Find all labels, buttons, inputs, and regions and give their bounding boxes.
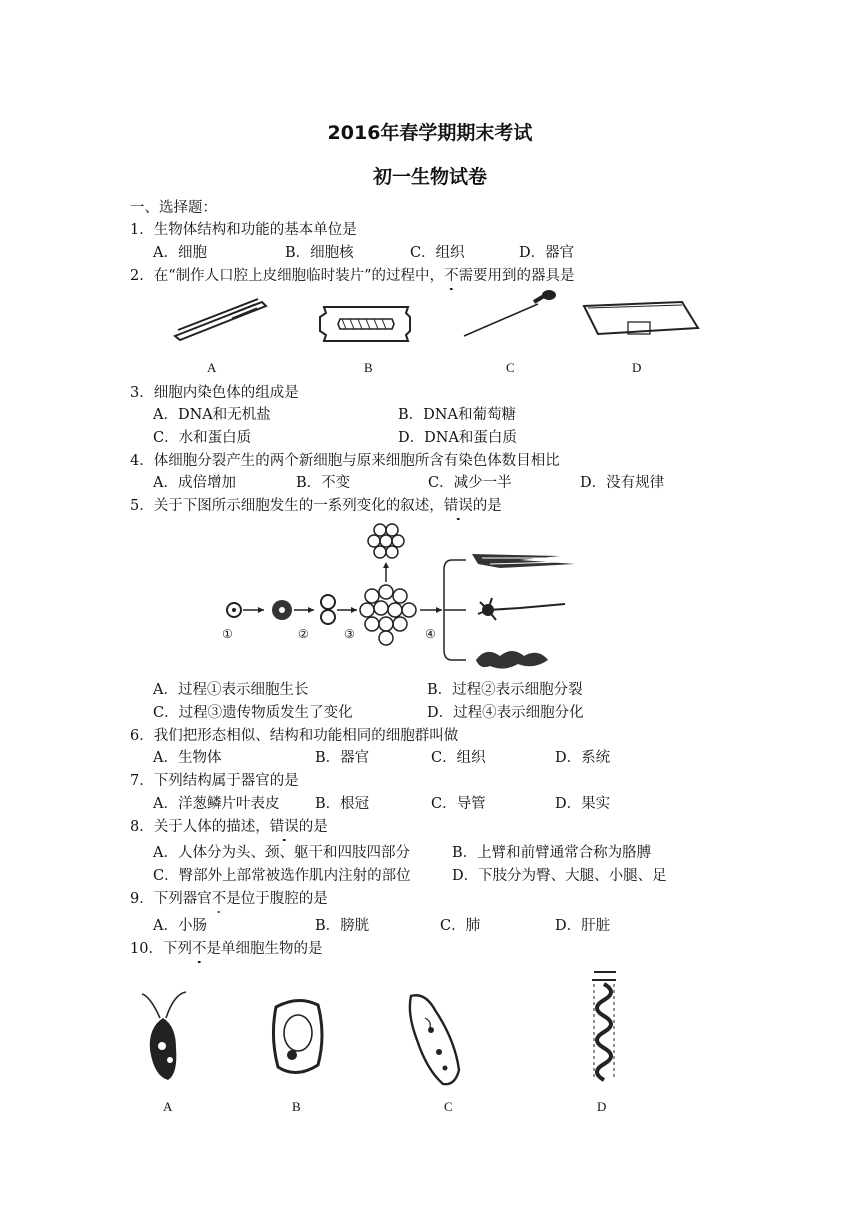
q10-label-c: C: [444, 1099, 453, 1114]
q9-option-c: C．肺: [440, 918, 481, 934]
q7-option-b: B．根冠: [315, 796, 370, 812]
q3-option-d: D．DNA和蛋白质: [398, 430, 517, 446]
cell-change-diagram: [220, 520, 590, 675]
q6-stem: 6．我们把形态相似、结构和功能相同的细胞群叫做: [130, 728, 459, 744]
q6-option-c: C．组织: [431, 750, 486, 766]
q3-stem: 3．细胞内染色体的组成是: [130, 385, 299, 401]
q8-option-a: A．人体分为头、颈、躯干和四肢四部分: [153, 845, 410, 861]
q4-option-a: A．成倍增加: [153, 475, 236, 491]
q3-option-a: A．DNA和无机盐: [153, 407, 271, 423]
q7-stem: 7．下列结构属于器官的是: [130, 773, 299, 789]
razor-blade-illustration: [316, 303, 416, 345]
exam-subtitle: 初一生物试卷: [372, 166, 487, 188]
q10-stem: 10．下列不是单细胞生物的是: [130, 941, 323, 957]
q5-option-c: C．过程③遗传物质发生了变化: [153, 705, 353, 721]
yeast-like-cell-illustration: [268, 995, 328, 1080]
q8-option-c: C．臀部外上部常被选作肌内注射的部位: [153, 868, 411, 884]
q2-label-b: B: [364, 360, 373, 375]
q7-option-c: C．导管: [431, 796, 486, 812]
q6-option-d: D．系统: [555, 750, 611, 766]
dropper-illustration: [460, 290, 560, 340]
q5-option-a: A．过程①表示细胞生长: [153, 682, 309, 698]
q10-label-a: A: [163, 1099, 173, 1114]
q10-label-d: D: [597, 1099, 607, 1114]
step-4-label: ④: [425, 627, 436, 641]
q5-option-d: D．过程④表示细胞分化: [427, 705, 584, 721]
q7-option-d: D．果实: [555, 796, 611, 812]
exam-title: 2016年春学期期末考试: [327, 122, 533, 144]
q9-option-d: D．肝脏: [555, 918, 611, 934]
section-heading: 一、选择题：: [130, 200, 217, 216]
q2-stem: 2．在“制作人口腔上皮细胞临时装片”的过程中，不需要用到的器具是: [130, 268, 575, 284]
q1-stem: 1．生物体结构和功能的基本单位是: [130, 222, 357, 238]
step-1-label: ①: [222, 627, 233, 641]
q8-option-b: B．上臂和前臂通常合称为胳膊: [452, 845, 652, 861]
euglena-like-organism-illustration: [140, 988, 200, 1088]
q9-stem: 9．下列器官不是位于腹腔的是: [130, 891, 328, 907]
q1-option-d: D．器官: [519, 245, 575, 261]
step-2-label: ②: [298, 627, 309, 641]
q3-option-b: B．DNA和葡萄糖: [398, 407, 516, 423]
q6-option-a: A．生物体: [153, 750, 222, 766]
q3-option-c: C．水和蛋白质: [153, 430, 252, 446]
q4-stem: 4．体细胞分裂产生的两个新细胞与原来细胞所含有染色体数目相比: [130, 453, 560, 469]
q10-label-b: B: [292, 1099, 301, 1114]
q2-label-c: C: [506, 360, 515, 375]
q7-option-a: A．洋葱鳞片叶表皮: [153, 796, 280, 812]
q2-label-d: D: [632, 360, 642, 375]
q4-option-b: B．不变: [296, 475, 351, 491]
q8-stem: 8．关于人体的描述，错误的是: [130, 819, 328, 835]
q1-option-c: C．组织: [410, 245, 465, 261]
q1-option-b: B．细胞核: [285, 245, 354, 261]
spirogyra-like-filament-illustration: [588, 968, 622, 1086]
q8-option-d: D．下肢分为臀、大腿、小腿、足: [452, 868, 667, 884]
q6-option-b: B．器官: [315, 750, 370, 766]
q9-option-a: A．小肠: [153, 918, 207, 934]
q4-option-d: D．没有规律: [580, 475, 665, 491]
slide-coverslip-illustration: [582, 298, 702, 343]
q1-option-a: A．细胞: [153, 245, 207, 261]
paramecium-like-organism-illustration: [405, 990, 465, 1090]
forceps-illustration: [170, 294, 270, 344]
step-3-label: ③: [344, 627, 355, 641]
q5-option-b: B．过程②表示细胞分裂: [427, 682, 583, 698]
q2-label-a: A: [207, 360, 217, 375]
q9-option-b: B．膀胱: [315, 918, 370, 934]
q4-option-c: C．减少一半: [428, 475, 512, 491]
q5-stem: 5．关于下图所示细胞发生的一系列变化的叙述，错误的是: [130, 498, 502, 514]
